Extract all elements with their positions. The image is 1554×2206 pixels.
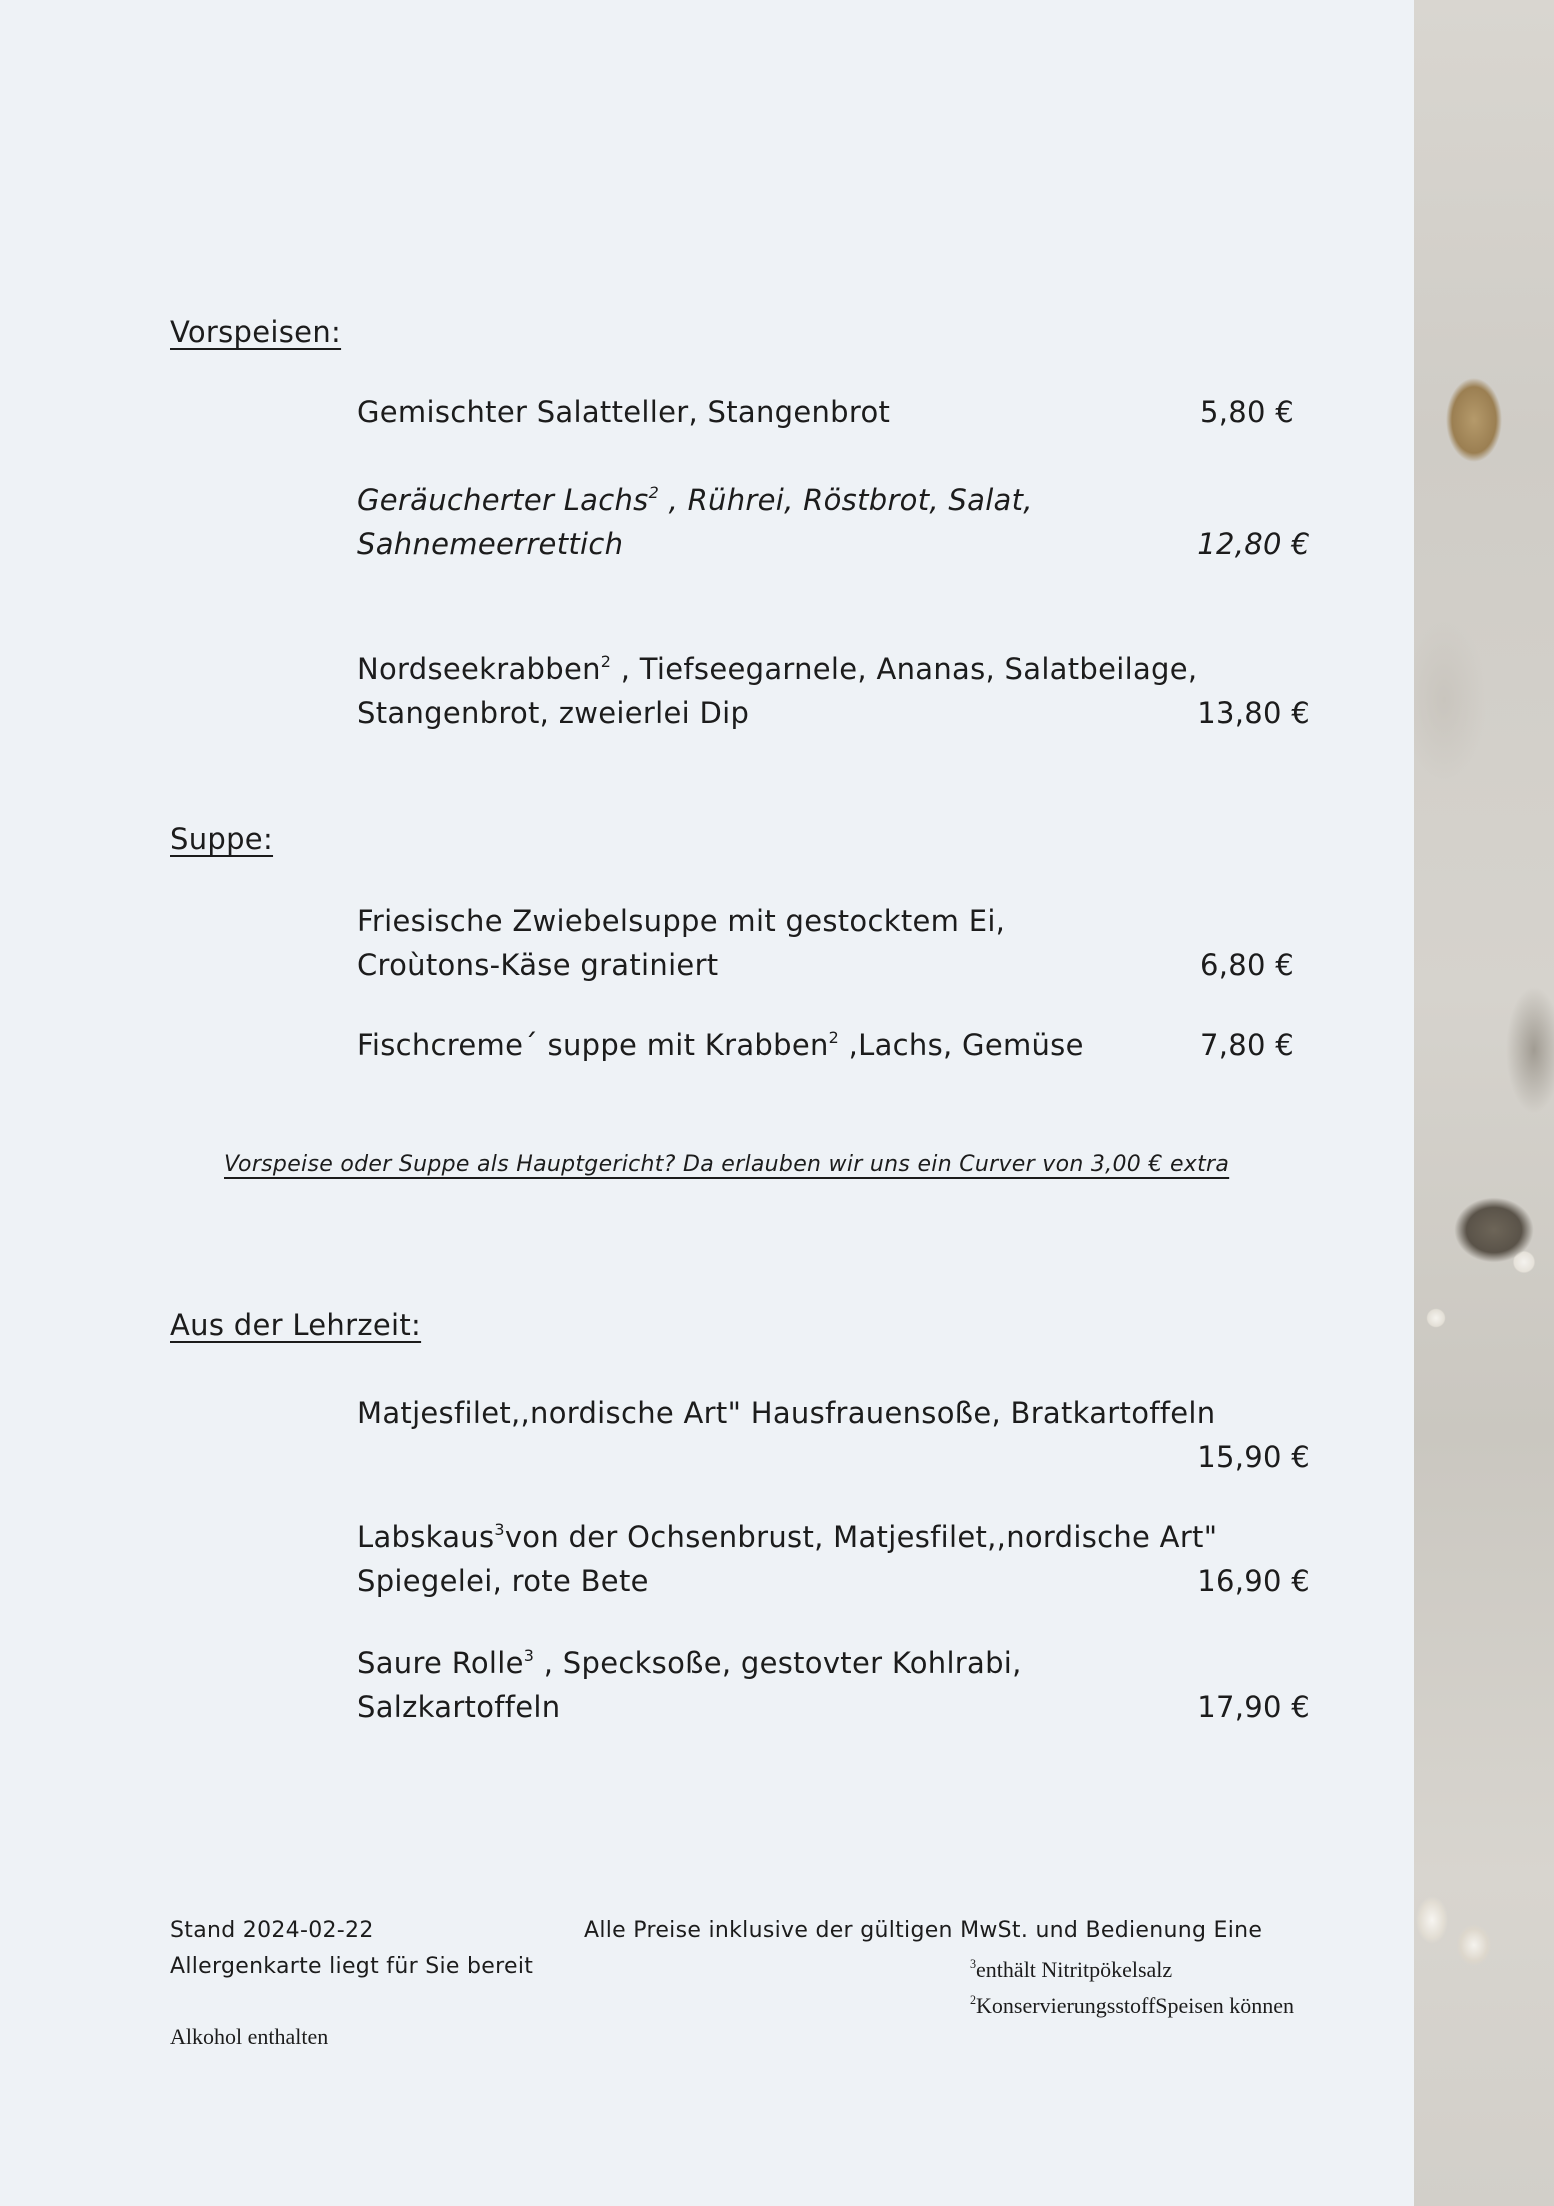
menu-item-zwiebelsuppe-line1: Friesische Zwiebelsuppe mit gestocktem Ei, (357, 904, 1006, 938)
section-heading-lehrzeit: Aus der Lehrzeit: (170, 1308, 422, 1342)
menu-item-labskaus-line2: Spiegelei, rote Bete (357, 1564, 649, 1598)
sand-background-strip (1414, 0, 1554, 2206)
section-heading-vorspeisen: Vorspeisen: (170, 315, 342, 349)
price-fischcremesuppe: 7,80 € (1199, 1028, 1294, 1062)
menu-item-krabben-line2: Stangenbrot, zweierlei Dip (357, 696, 750, 730)
menu-item-labskaus-line1: Labskaus$^3$von der Ochsenbrust, Matjesfilet,,nordische Art" (357, 1520, 1218, 1554)
menu-item-saure-rolle-line2: Salzkartoffeln (357, 1690, 561, 1724)
footer-preise: Alle Preise inklusive der gültigen MwSt. und Bedienung Eine (584, 1918, 1263, 1943)
menu-item-fischcremesuppe: Fischcreme´ suppe mit Krabben$^2$ ,Lachs, Gemüse (357, 1028, 1084, 1062)
footnote-2: $^2$KonservierungsstoffSpeisen können (970, 1993, 1294, 2019)
price-zwiebelsuppe: 6,80 € (1199, 948, 1294, 982)
menu-item-zwiebelsuppe-line2: Croùtons-Käse gratiniert (357, 948, 719, 982)
footer-stand: Stand 2024-02-22 (170, 1918, 374, 1943)
section-heading-suppe: Suppe: (170, 822, 274, 856)
menu-item-krabben-line1: Nordseekrabben$^2$ , Tiefseegarnele, Ananas, Salatbeilage, (357, 652, 1198, 686)
menu-item-lachs-line2: Sahnemeerrettich (357, 527, 624, 561)
price-labskaus: 16,90 € (1197, 1564, 1310, 1598)
menu-item-salatteller: Gemischter Salatteller, Stangenbrot (357, 395, 891, 429)
price-saure-rolle: 17,90 € (1197, 1690, 1310, 1724)
footer-alkohol: Alkohol enthalten (170, 2024, 329, 2049)
menu-item-saure-rolle-line1: Saure Rolle$^3$ , Specksoße, gestovter Kohlrabi, (357, 1646, 1022, 1680)
menu-item-matjesfilet: Matjesfilet,,nordische Art" Hausfrauensoße, Bratkartoffeln (357, 1396, 1216, 1430)
price-lachs: 12,80 € (1197, 527, 1310, 561)
footnote-3: $^3$enthält Nitritpökelsalz (970, 1957, 1173, 1983)
price-salatteller: 5,80 € (1199, 395, 1294, 429)
menu-item-lachs-line1: Geräucherter Lachs$^2$ , Rührei, Röstbrot, Salat, (357, 483, 1033, 517)
price-matjesfilet: 15,90 € (1197, 1440, 1310, 1474)
price-krabben: 13,80 € (1197, 696, 1310, 730)
hauptgericht-note: Vorspeise oder Suppe als Hauptgericht? Da erlauben wir uns ein Curver von 3,00 € extra (224, 1152, 1230, 1177)
footer-allergenkarte: Allergenkarte liegt für Sie bereit (170, 1954, 534, 1979)
